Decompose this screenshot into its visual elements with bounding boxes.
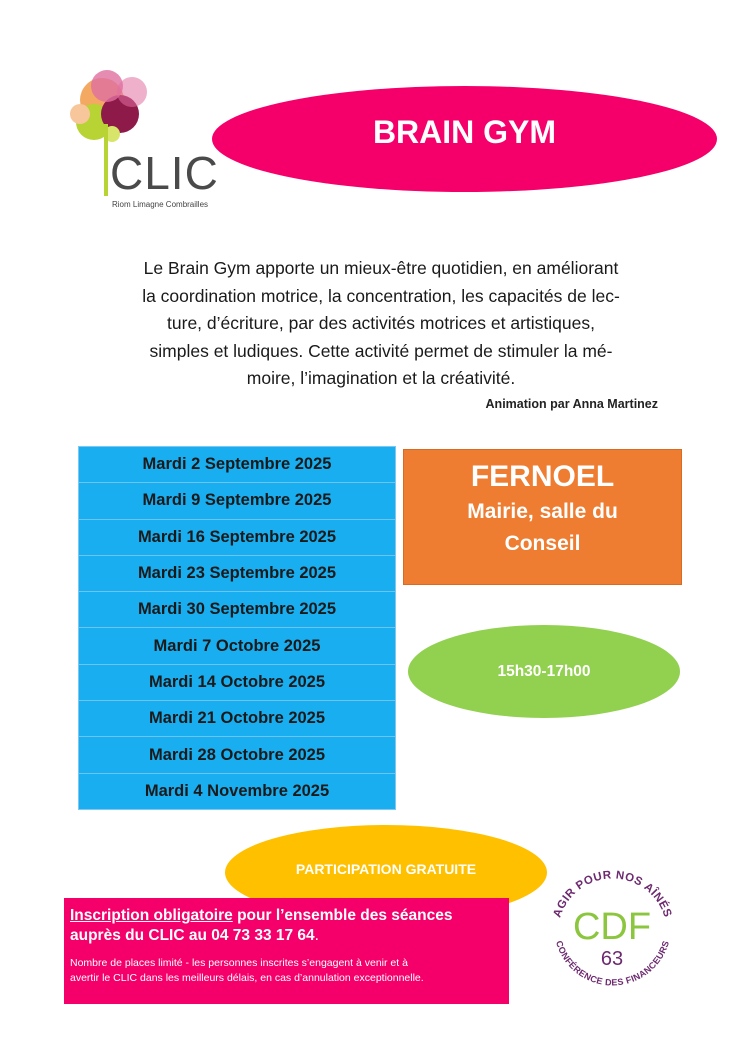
inscription-period: . — [314, 927, 319, 944]
intro-line: simples et ludiques. Cette activité permet de stimuler la mé- — [149, 340, 613, 361]
intro-line: moire, l’imagination et la créativité. — [246, 368, 516, 388]
date-row: Mardi 16 Septembre 2025 — [79, 520, 395, 556]
location-place-line: Conseil — [504, 532, 581, 555]
inscription-note — [70, 956, 503, 986]
badge-number: 63 — [600, 948, 624, 970]
intro-line: ture, d’écriture, par des activités motrices et artistiques, — [167, 313, 595, 333]
session-dates-list — [78, 446, 396, 810]
inscription-contact: auprès du CLIC au 04 73 33 17 64 — [70, 927, 315, 944]
badge-bottom-text: CONFÉRENCE DES FINANCEURS — [553, 939, 672, 988]
date-row: Mardi 2 Septembre 2025 — [79, 447, 395, 483]
badge-letters: CDF — [572, 906, 652, 948]
date-row: Mardi 14 Octobre 2025 — [79, 665, 395, 701]
animator-credit: Animation par Anna Martinez — [485, 397, 658, 411]
date-row: Mardi 23 Septembre 2025 — [79, 556, 395, 592]
time-text: 15h30-17h00 — [497, 662, 591, 680]
date-row: Mardi 28 Octobre 2025 — [79, 737, 395, 773]
location-place-line: Mairie, salle du — [467, 500, 618, 523]
date-row: Mardi 4 Novembre 2025 — [144, 782, 330, 801]
location-box — [403, 449, 682, 585]
intro-line: la coordination motrice, la concentration, les capacités de lec- — [142, 285, 620, 306]
date-row: Mardi 9 Septembre 2025 — [79, 483, 395, 519]
logo-subtitle: Riom Limagne Combrailles — [112, 200, 209, 209]
date-row: Mardi 21 Octobre 2025 — [79, 701, 395, 737]
logo-wordmark: CLIC — [110, 147, 219, 199]
page-title: BRAIN GYM — [372, 114, 557, 150]
date-row: Mardi 30 Septembre 2025 — [79, 592, 395, 628]
intro-paragraph — [96, 255, 666, 393]
participation-text: PARTICIPATION GRATUITE — [295, 861, 477, 877]
inscription-text: pour l’ensemble des séances — [232, 907, 453, 924]
location-city: FERNOEL — [470, 460, 615, 493]
intro-line: Le Brain Gym apporte un mieux-être quotidien, en améliorant — [143, 258, 619, 278]
cdf-badge-logo — [540, 855, 685, 1000]
inscription-note-line: avertir le CLIC dans les meilleurs délais, en cas d’annulation exceptionnelle. — [70, 972, 424, 984]
location-place — [404, 496, 681, 560]
inscription-box — [64, 898, 509, 1004]
time-badge — [408, 625, 680, 718]
badge-top-text: AGIR POUR NOS AÎNÉS — [551, 869, 674, 920]
inscription-main — [70, 906, 503, 946]
inscription-note-line: Nombre de places limité - les personnes inscrites s’engagent à venir et à — [70, 957, 408, 969]
date-row: Mardi 7 Octobre 2025 — [79, 628, 395, 664]
inscription-required: Inscription obligatoire — [70, 907, 233, 924]
